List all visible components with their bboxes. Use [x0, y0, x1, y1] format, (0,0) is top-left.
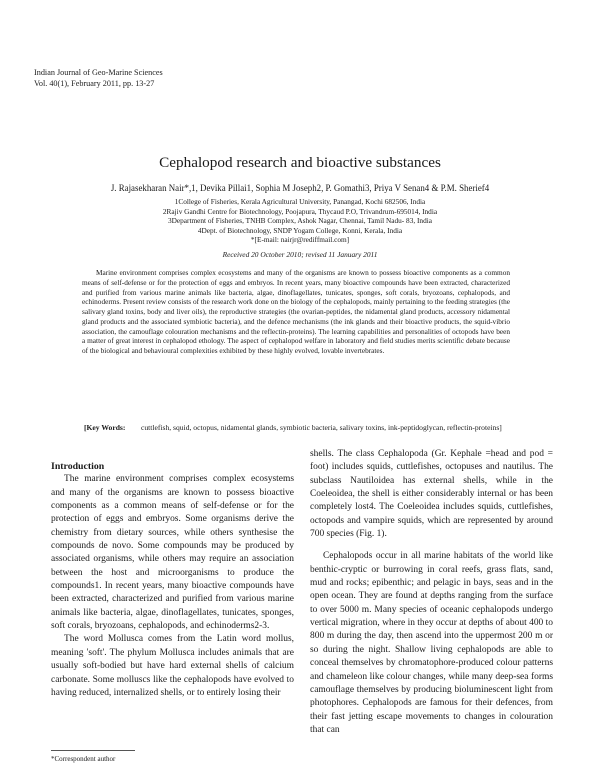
footnote-divider	[51, 750, 135, 751]
journal-issue: Vol. 40(1), February 2011, pp. 13-27	[34, 78, 155, 88]
keywords-text: cuttlefish, squid, octopus, nidamental glands, symbiotic bacteria, salivary toxins, ink-peptidoglycan, reflectin-proteins]	[141, 423, 502, 432]
affiliation-4: 4Dept. of Biotechnology, SNDP Yogam College, Konni, Kerala, India	[197, 225, 403, 235]
journal-header	[34, 68, 163, 89]
footnote: *Correspondent author	[51, 755, 116, 763]
body-paragraph: The word Mollusca comes from the Latin word mollus, meaning 'soft'. The phylum Mollusca includes animals that are usually soft-bodied but have hard external shells of calcium carbonate. Some molluscs like the cephalopods have evolved to having reduced, internalized shells, or to entirely losing their	[51, 634, 294, 698]
paper-title: Cephalopod research and bioactive substances	[159, 154, 441, 171]
affiliation-3: 3Department of Fisheries, TNHB Complex, Ashok Nagar, Chennai, Tamil Nadu- 83, India	[167, 216, 432, 226]
affiliation-2: 2Rajiv Gandhi Centre for Biotechnology, Poojapura, Thycaud P.O, Trivandrum-695014, India	[162, 206, 438, 216]
affiliations	[0, 197, 600, 245]
section-heading-introduction: Introduction	[51, 461, 105, 472]
affiliation-1: 1College of Fisheries, Kerala Agricultural University, Panangad, Kochi 682506, India	[174, 197, 426, 206]
body-paragraph: shells. The class Cephalopoda (Gr. Kephale =head and pod = foot) includes squids, cuttlefishes, octopuses and nautilus. The subclass Nautiloidea has external shells, while in the Coeleoidea, the shell is either considerably internal or has been completely lost4. The Coeleoidea includes squids, cuttlefishes, octopods and vampire squids, which are represented by around 700 species (Fig. 1).	[310, 449, 553, 540]
body-paragraph: The marine environment comprises complex ecosystems and many of the organisms are known to possess bioactive components as a common means of self-defense or for the protection of eggs and embryos. Some organisms derive the chemistry from dietary sources, while others synthesise the compounds de novo. Some compounds may be produced by associated organisms, while others may require an association between the host and microorganisms to produce the compounds1. In recent years, many bioactive compounds have been extracted, characterized and purified from various marine animals like bacteria, algae, dinoflagellates, tunicates, sponges, soft corals, bryozoans, cephalopods, and echinoderms2-3.	[51, 474, 294, 632]
body-paragraph: Cephalopods occur in all marine habitats of the world like benthic-cryptic or burrowing in coral reefs, grass flats, sand, mud and rocks; epibenthic; and pelagic in bays, seas and in the open ocean. They are found at depths ranging from the surface to over 5000 m. Many species of oceanic cephalopods undergo vertical migration, where in they occur at depths of about 400 to 800 m during the day, then ascend into the uppermost 200 m or so during the night. Shallow living cephalopods are able to conceal themselves by chromatophore-produced colour patterns and chameleon like colour changes, while many deep-sea forms camouflage themselves by producing bioluminescent light from photophores. Cephalopods are famous for their defences, from their fast jetting escape movements to changes in colouration that can	[310, 551, 553, 735]
abstract: Marine environment comprises complex ecosystems and many of the organisms are known to possess bioactive components as a common means of self-defense or for the protection of eggs and embryos. In recent years, many bioactive compounds have been extracted, characterized and purified from various marine animals like bacteria, algae, dinoflagellates, tunicates, sponges, soft corals, bryozoans, cephalopods, and echinoderms. Present review consists of the research work done on the biology of the cephalopods, mainly pertaining to the feeding strategies (the salivary gland toxins, body and liver oils), the reproductive strategies (the ovarian-peptides, the nidamental gland products, accessory nidamental gland products and the associated symbiotic bacteria), and the defence mechanisms (the ink glands and their bioactive products, the squid-vibrio association, the camouflage colouration mechanisms and the reflectin-proteins). The learning capabilities and personalities of octopods have been a matter of great interest in cephalopod ethology. The aspect of cephalopod welfare in laboratory and field studies merits scientific debate because of the biological and behavioural complexities exhibited by these highly evolved, lovable invertebrates.	[82, 268, 510, 355]
keywords-label: [Key Words:	[84, 423, 126, 432]
author-list: J. Rajasekharan Nair*,1, Devika Pillai1, Sophia M Joseph2, P. Gomathi3, Priya V Senan4 & P.M. Sherief4	[110, 183, 490, 193]
right-column	[310, 448, 553, 737]
correspondence-email: *[E-mail: nairjr@rediffmail.com]	[250, 235, 350, 245]
journal-name: Indian Journal of Geo-Marine Sciences	[34, 68, 163, 77]
received-dates: Received 20 October 2010; revised 11 January 2011	[222, 250, 378, 259]
left-column	[51, 460, 294, 700]
